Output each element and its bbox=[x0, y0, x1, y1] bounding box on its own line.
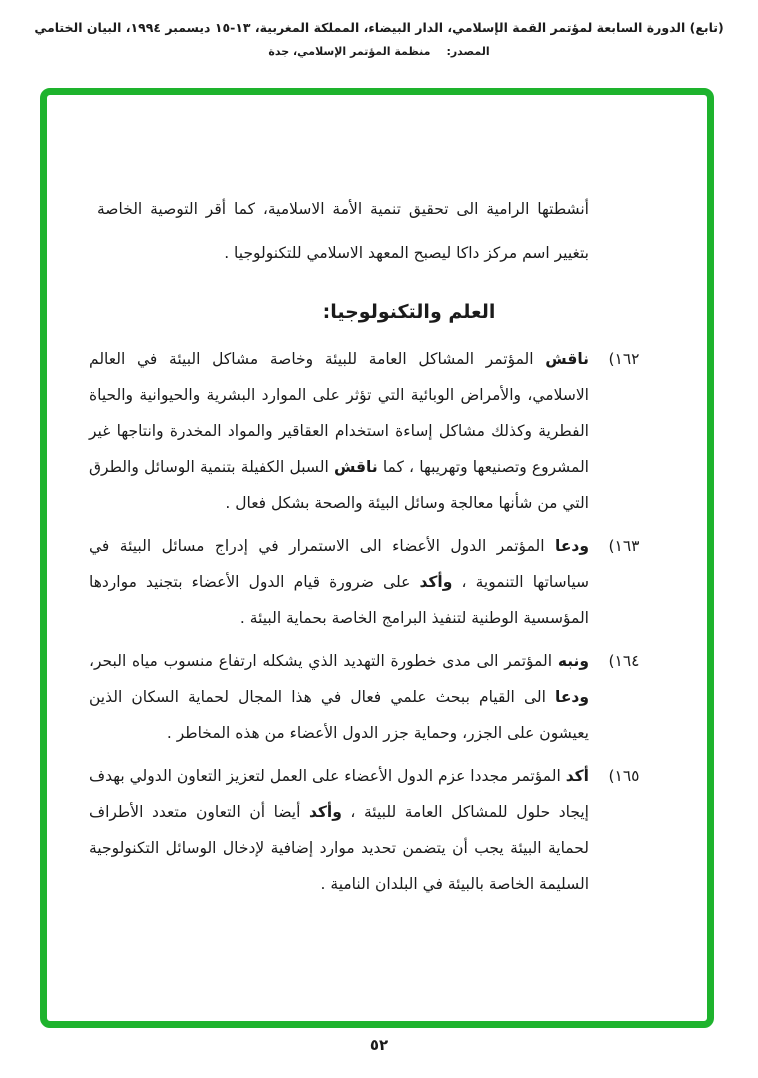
source-value: منظمة المؤتمر الإسلامي، جدة bbox=[268, 45, 431, 58]
text-segment: السبل الكفيلة بتنمية الوسائل والطرق التي من شأنها معالجة وسائل البيئة والصحة بشكل فعال . bbox=[89, 458, 589, 512]
item-text bbox=[89, 341, 589, 521]
text-segment: على ضرورة قيام الدول الأعضاء بتجنيد مواردها المؤسسية الوطنية لتنفيذ البرامج الخاصة بحماية البيئة . bbox=[89, 573, 589, 627]
item-text bbox=[89, 528, 589, 636]
page-number: ٥٢ bbox=[369, 1036, 389, 1054]
item-number: ١٦٥) bbox=[608, 767, 640, 785]
text-segment: أنشطتها الرامية الى تحقيق تنمية الأمة الاسلامية، كما أقر التوصية الخاصة بتغيير اسم مركز داكا ليصبح المعهد الاسلامي للتكنولوجيا . bbox=[97, 200, 589, 262]
header-title: (تابع) الدورة السابعة لمؤتمر القمة الإسلامي، الدار البيضاء، المملكة المغربية، ١٣-١٥ ديسمبر ١٩٩٤، البيان الختامي bbox=[34, 20, 724, 35]
page-header bbox=[0, 20, 758, 58]
text-segment: ناقش bbox=[545, 350, 589, 368]
text-segment: الى القيام ببحث علمي فعال في هذا المجال لحماية السكان الذين يعيشون على الجزر، وحماية جزر الدول الأعضاء من هذه المخاطر . bbox=[89, 688, 589, 742]
text-segment: المؤتمر الدول الأعضاء الى الاستمرار في إدراج مسائل البيئة في سياساتها التنموية ، bbox=[89, 537, 589, 591]
document-frame bbox=[40, 88, 714, 1028]
item-number: ١٦٤) bbox=[608, 652, 640, 670]
text-segment: ونبه bbox=[557, 652, 589, 670]
section-heading: العلم والتكنولوجيا: bbox=[322, 301, 496, 323]
item-number: ١٦٢) bbox=[608, 350, 640, 368]
text-segment: المؤتمر مجددا عزم الدول الأعضاء على العمل لتعزيز التعاون الدولي بهدف إيجاد حلول للمشاكل العامة للبيئة ، bbox=[89, 767, 589, 821]
text-segment: أيضا أن التعاون متعدد الأطراف لحماية البيئة يجب أن يتضمن تحديد موارد إضافية لإدخال الوسائل التكنولوجية السليمة الخاصة بالبيئة في البلدان النامية . bbox=[89, 803, 589, 893]
text-segment: أكد bbox=[565, 767, 589, 785]
text-segment: ودعا bbox=[555, 537, 589, 555]
item-text bbox=[89, 643, 589, 751]
text-segment: ناقش bbox=[333, 458, 378, 476]
text-segment: وأكد bbox=[308, 803, 342, 821]
item-number: ١٦٣) bbox=[608, 537, 640, 555]
text-segment: ودعا bbox=[555, 688, 589, 706]
text-segment: المؤتمر الى مدى خطورة التهديد الذي يشكله ارتفاع منسوب مياه البحر، bbox=[89, 652, 558, 670]
intro-paragraph bbox=[97, 187, 589, 275]
document-content bbox=[47, 95, 707, 1021]
list-item-164 bbox=[89, 643, 659, 751]
list-item-163 bbox=[89, 528, 659, 636]
text-segment: المؤتمر المشاكل العامة للبيئة وخاصة مشاكل البيئة في العالم الاسلامي، والأمراض الوبائية التي تؤثر على الموارد البشرية والحيوانية والحياة الفطرية وكذلك مشاكل إساءة استخدام العقاقير والمواد المخدرة وانتاجها غير المشروع وتصنيعها وتهريبها ، كما bbox=[89, 350, 589, 476]
item-text bbox=[89, 758, 589, 902]
list-item-162 bbox=[89, 341, 659, 521]
header-source bbox=[0, 45, 758, 58]
list-item-165 bbox=[89, 758, 659, 902]
text-segment: وأكد bbox=[419, 573, 453, 591]
source-label: المصدر: bbox=[446, 45, 490, 58]
